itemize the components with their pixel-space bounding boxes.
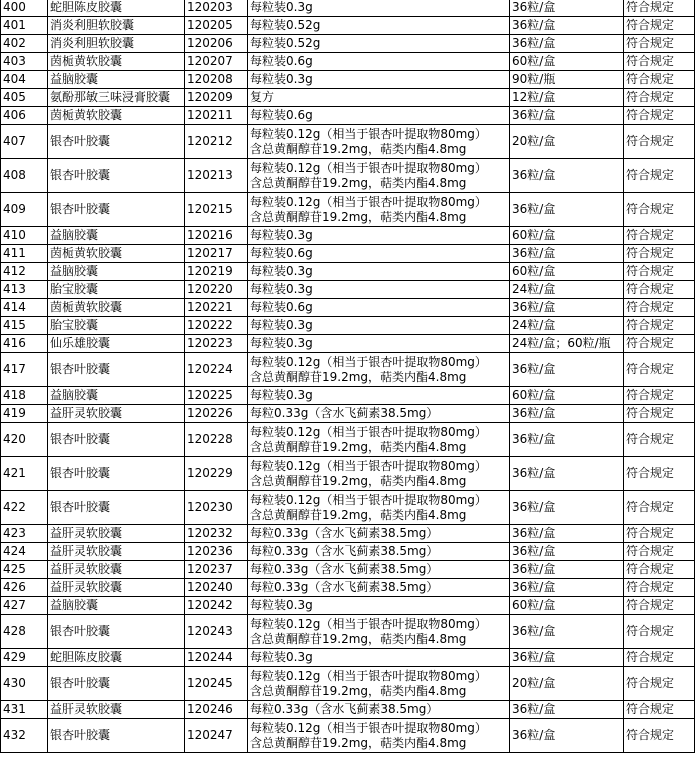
result-cell: 符合规定	[624, 597, 695, 615]
result-cell: 符合规定	[624, 579, 695, 597]
package-cell: 36粒/盒	[510, 35, 624, 53]
package-cell: 24粒/盒；60粒/瓶	[510, 335, 624, 353]
package-cell: 36粒/盒	[510, 245, 624, 263]
result-cell: 符合规定	[624, 525, 695, 543]
package-cell: 60粒/盒	[510, 263, 624, 281]
specification-cell: 每粒装0.3g	[248, 597, 510, 615]
result-cell: 符合规定	[624, 263, 695, 281]
row-number-cell: 427	[1, 597, 48, 615]
product-name-cell: 银杏叶胶囊	[48, 719, 185, 753]
result-cell: 符合规定	[624, 353, 695, 387]
table-row	[1, 457, 695, 491]
package-cell: 36粒/盒	[510, 0, 624, 17]
batch-code-cell: 120223	[185, 335, 248, 353]
table-row	[1, 35, 695, 53]
batch-code-cell: 120245	[185, 667, 248, 701]
product-name-cell: 银杏叶胶囊	[48, 667, 185, 701]
row-number-cell: 417	[1, 353, 48, 387]
batch-code-cell: 120219	[185, 263, 248, 281]
package-cell: 60粒/盒	[510, 53, 624, 71]
row-number-cell: 404	[1, 71, 48, 89]
table-row	[1, 387, 695, 405]
specification-cell: 每粒装0.6g	[248, 107, 510, 125]
product-name-cell: 茵栀黄软胶囊	[48, 107, 185, 125]
specification-cell: 每粒装0.3g	[248, 317, 510, 335]
result-cell: 符合规定	[624, 561, 695, 579]
specification-cell: 每粒0.33g（含水飞蓟素38.5mg）	[248, 561, 510, 579]
batch-code-cell: 120247	[185, 719, 248, 753]
table-row	[1, 353, 695, 387]
batch-code-cell: 120228	[185, 423, 248, 457]
result-cell: 符合规定	[624, 649, 695, 667]
result-cell: 符合规定	[624, 317, 695, 335]
result-cell: 符合规定	[624, 159, 695, 193]
table-row	[1, 317, 695, 335]
product-name-cell: 胎宝胶囊	[48, 281, 185, 299]
product-name-cell: 银杏叶胶囊	[48, 457, 185, 491]
result-cell: 符合规定	[624, 53, 695, 71]
result-cell: 符合规定	[624, 615, 695, 649]
row-number-cell: 421	[1, 457, 48, 491]
batch-code-cell: 120244	[185, 649, 248, 667]
product-name-cell: 益脑胶囊	[48, 597, 185, 615]
result-cell: 符合规定	[624, 17, 695, 35]
batch-code-cell: 120230	[185, 491, 248, 525]
package-cell: 36粒/盒	[510, 107, 624, 125]
batch-code-cell: 120226	[185, 405, 248, 423]
row-number-cell: 415	[1, 317, 48, 335]
product-name-cell: 益肝灵软胶囊	[48, 405, 185, 423]
specification-cell: 每粒装0.12g（相当于银杏叶提取物80mg） 含总黄酮醇苷19.2mg，萜类内酯4.8mg	[248, 667, 510, 701]
table-row	[1, 701, 695, 719]
batch-code-cell: 120224	[185, 353, 248, 387]
batch-code-cell: 120213	[185, 159, 248, 193]
row-number-cell: 410	[1, 227, 48, 245]
result-cell: 符合规定	[624, 107, 695, 125]
row-number-cell: 402	[1, 35, 48, 53]
row-number-cell: 429	[1, 649, 48, 667]
product-name-cell: 益脑胶囊	[48, 387, 185, 405]
table-row	[1, 193, 695, 227]
row-number-cell: 428	[1, 615, 48, 649]
product-name-cell: 胎宝胶囊	[48, 317, 185, 335]
row-number-cell: 405	[1, 89, 48, 107]
table-row	[1, 491, 695, 525]
specification-cell: 每粒装0.3g	[248, 71, 510, 89]
specification-cell: 每粒装0.12g（相当于银杏叶提取物80mg） 含总黄酮醇苷19.2mg，萜类内酯4.8mg	[248, 353, 510, 387]
specification-cell: 每粒装0.3g	[248, 387, 510, 405]
product-name-cell: 茵栀黄软胶囊	[48, 53, 185, 71]
specification-cell: 每粒装0.3g	[248, 263, 510, 281]
package-cell: 60粒/盒	[510, 387, 624, 405]
product-name-cell: 益脑胶囊	[48, 71, 185, 89]
specification-cell: 每粒装0.52g	[248, 35, 510, 53]
product-name-cell: 益脑胶囊	[48, 263, 185, 281]
row-number-cell: 425	[1, 561, 48, 579]
batch-code-cell: 120243	[185, 615, 248, 649]
table-row	[1, 263, 695, 281]
product-name-cell: 仙乐雄胶囊	[48, 335, 185, 353]
package-cell: 12粒/盒	[510, 89, 624, 107]
result-cell: 符合规定	[624, 701, 695, 719]
row-number-cell: 413	[1, 281, 48, 299]
row-number-cell: 426	[1, 579, 48, 597]
product-name-cell: 益肝灵软胶囊	[48, 543, 185, 561]
product-name-cell: 蛇胆陈皮胶囊	[48, 649, 185, 667]
batch-code-cell: 120217	[185, 245, 248, 263]
row-number-cell: 432	[1, 719, 48, 753]
specification-cell: 每粒装0.3g	[248, 335, 510, 353]
row-number-cell: 408	[1, 159, 48, 193]
batch-code-cell: 120225	[185, 387, 248, 405]
row-number-cell: 423	[1, 525, 48, 543]
table-row	[1, 335, 695, 353]
specification-cell: 每粒装0.12g（相当于银杏叶提取物80mg） 含总黄酮醇苷19.2mg，萜类内酯4.8mg	[248, 615, 510, 649]
row-number-cell: 401	[1, 17, 48, 35]
specification-cell: 每粒装0.52g	[248, 17, 510, 35]
batch-code-cell: 120215	[185, 193, 248, 227]
batch-code-cell: 120208	[185, 71, 248, 89]
table-row	[1, 719, 695, 753]
table-row	[1, 597, 695, 615]
batch-code-cell: 120237	[185, 561, 248, 579]
product-name-cell: 银杏叶胶囊	[48, 491, 185, 525]
package-cell: 24粒/盒	[510, 281, 624, 299]
table-row	[1, 543, 695, 561]
specification-cell: 每粒装0.12g（相当于银杏叶提取物80mg） 含总黄酮醇苷19.2mg，萜类内酯4.8mg	[248, 193, 510, 227]
specification-cell: 每粒0.33g（含水飞蓟素38.5mg）	[248, 543, 510, 561]
specification-cell: 每粒装0.3g	[248, 227, 510, 245]
batch-code-cell: 120232	[185, 525, 248, 543]
row-number-cell: 407	[1, 125, 48, 159]
table-row	[1, 0, 695, 17]
product-name-cell: 益肝灵软胶囊	[48, 561, 185, 579]
result-cell: 符合规定	[624, 491, 695, 525]
table-body	[1, 0, 695, 753]
product-name-cell: 消炎利胆软胶囊	[48, 35, 185, 53]
product-name-cell: 银杏叶胶囊	[48, 615, 185, 649]
package-cell: 24粒/盒	[510, 317, 624, 335]
specification-cell: 每粒装0.12g（相当于银杏叶提取物80mg） 含总黄酮醇苷19.2mg，萜类内酯4.8mg	[248, 719, 510, 753]
package-cell: 36粒/盒	[510, 525, 624, 543]
result-cell: 符合规定	[624, 125, 695, 159]
result-cell: 符合规定	[624, 457, 695, 491]
result-cell: 符合规定	[624, 89, 695, 107]
row-number-cell: 412	[1, 263, 48, 281]
table-row	[1, 125, 695, 159]
batch-code-cell: 120207	[185, 53, 248, 71]
package-cell: 36粒/盒	[510, 159, 624, 193]
result-cell: 符合规定	[624, 719, 695, 753]
package-cell: 36粒/盒	[510, 193, 624, 227]
table-row	[1, 53, 695, 71]
table-row	[1, 107, 695, 125]
product-name-cell: 益肝灵软胶囊	[48, 701, 185, 719]
row-number-cell: 430	[1, 667, 48, 701]
batch-code-cell: 120206	[185, 35, 248, 53]
batch-code-cell: 120221	[185, 299, 248, 317]
package-cell: 36粒/盒	[510, 649, 624, 667]
package-cell: 36粒/盒	[510, 353, 624, 387]
table-row	[1, 667, 695, 701]
product-name-cell: 消炎利胆软胶囊	[48, 17, 185, 35]
result-cell: 符合规定	[624, 387, 695, 405]
specification-cell: 每粒装0.6g	[248, 53, 510, 71]
package-cell: 36粒/盒	[510, 17, 624, 35]
specification-cell: 每粒0.33g（含水飞蓟素38.5mg）	[248, 579, 510, 597]
product-name-cell: 益脑胶囊	[48, 227, 185, 245]
result-cell: 符合规定	[624, 227, 695, 245]
specification-cell: 每粒装0.12g（相当于银杏叶提取物80mg） 含总黄酮醇苷19.2mg，萜类内酯4.8mg	[248, 125, 510, 159]
product-name-cell: 氨酚那敏三味浸膏胶囊	[48, 89, 185, 107]
product-name-cell: 银杏叶胶囊	[48, 125, 185, 159]
table-row	[1, 423, 695, 457]
batch-code-cell: 120222	[185, 317, 248, 335]
specification-cell: 每粒装0.12g（相当于银杏叶提取物80mg） 含总黄酮醇苷19.2mg，萜类内酯4.8mg	[248, 159, 510, 193]
result-cell: 符合规定	[624, 0, 695, 17]
batch-code-cell: 120203	[185, 0, 248, 17]
specification-cell: 每粒装0.3g	[248, 0, 510, 17]
table-row	[1, 649, 695, 667]
result-cell: 符合规定	[624, 281, 695, 299]
specification-cell: 复方	[248, 89, 510, 107]
specification-cell: 每粒装0.6g	[248, 245, 510, 263]
result-cell: 符合规定	[624, 245, 695, 263]
table-row	[1, 159, 695, 193]
table-row	[1, 405, 695, 423]
row-number-cell: 414	[1, 299, 48, 317]
row-number-cell: 406	[1, 107, 48, 125]
table-row	[1, 245, 695, 263]
result-cell: 符合规定	[624, 193, 695, 227]
product-name-cell: 益肝灵软胶囊	[48, 579, 185, 597]
package-cell: 36粒/盒	[510, 615, 624, 649]
specification-cell: 每粒0.33g（含水飞蓟素38.5mg）	[248, 701, 510, 719]
result-cell: 符合规定	[624, 71, 695, 89]
product-name-cell: 茵栀黄软胶囊	[48, 245, 185, 263]
package-cell: 36粒/盒	[510, 423, 624, 457]
product-name-cell: 银杏叶胶囊	[48, 193, 185, 227]
package-cell: 90粒/瓶	[510, 71, 624, 89]
package-cell: 36粒/盒	[510, 701, 624, 719]
product-name-cell: 蛇胆陈皮胶囊	[48, 0, 185, 17]
product-name-cell: 益肝灵软胶囊	[48, 525, 185, 543]
table-row	[1, 299, 695, 317]
batch-code-cell: 120220	[185, 281, 248, 299]
product-name-cell: 银杏叶胶囊	[48, 353, 185, 387]
batch-code-cell: 120205	[185, 17, 248, 35]
row-number-cell: 431	[1, 701, 48, 719]
batch-code-cell: 120240	[185, 579, 248, 597]
batch-code-cell: 120242	[185, 597, 248, 615]
specification-cell: 每粒装0.3g	[248, 281, 510, 299]
batch-code-cell: 120216	[185, 227, 248, 245]
table-row	[1, 281, 695, 299]
result-cell: 符合规定	[624, 667, 695, 701]
specification-cell: 每粒装0.3g	[248, 649, 510, 667]
package-cell: 60粒/盒	[510, 227, 624, 245]
row-number-cell: 403	[1, 53, 48, 71]
table-row	[1, 17, 695, 35]
result-cell: 符合规定	[624, 335, 695, 353]
package-cell: 60粒/盒	[510, 597, 624, 615]
row-number-cell: 418	[1, 387, 48, 405]
row-number-cell: 400	[1, 0, 48, 17]
table-row	[1, 227, 695, 245]
result-cell: 符合规定	[624, 423, 695, 457]
package-cell: 36粒/盒	[510, 299, 624, 317]
result-cell: 符合规定	[624, 35, 695, 53]
table-row	[1, 561, 695, 579]
specification-cell: 每粒装0.12g（相当于银杏叶提取物80mg） 含总黄酮醇苷19.2mg，萜类内酯4.8mg	[248, 423, 510, 457]
row-number-cell: 416	[1, 335, 48, 353]
batch-code-cell: 120209	[185, 89, 248, 107]
specification-cell: 每粒装0.12g（相当于银杏叶提取物80mg） 含总黄酮醇苷19.2mg，萜类内酯4.8mg	[248, 491, 510, 525]
row-number-cell: 409	[1, 193, 48, 227]
result-cell: 符合规定	[624, 543, 695, 561]
table-row	[1, 615, 695, 649]
package-cell: 36粒/盒	[510, 405, 624, 423]
batch-code-cell: 120211	[185, 107, 248, 125]
row-number-cell: 424	[1, 543, 48, 561]
package-cell: 36粒/盒	[510, 491, 624, 525]
package-cell: 36粒/盒	[510, 543, 624, 561]
row-number-cell: 419	[1, 405, 48, 423]
row-number-cell: 411	[1, 245, 48, 263]
package-cell: 36粒/盒	[510, 457, 624, 491]
specification-cell: 每粒装0.12g（相当于银杏叶提取物80mg） 含总黄酮醇苷19.2mg，萜类内酯4.8mg	[248, 457, 510, 491]
batch-code-cell: 120229	[185, 457, 248, 491]
package-cell: 36粒/盒	[510, 719, 624, 753]
product-name-cell: 银杏叶胶囊	[48, 159, 185, 193]
result-cell: 符合规定	[624, 405, 695, 423]
batch-code-cell: 120212	[185, 125, 248, 159]
table-row	[1, 579, 695, 597]
batch-code-cell: 120246	[185, 701, 248, 719]
table-row	[1, 89, 695, 107]
row-number-cell: 422	[1, 491, 48, 525]
package-cell: 20粒/盒	[510, 667, 624, 701]
specification-cell: 每粒0.33g（含水飞蓟素38.5mg）	[248, 525, 510, 543]
table-row	[1, 525, 695, 543]
product-name-cell: 茵栀黄软胶囊	[48, 299, 185, 317]
product-name-cell: 银杏叶胶囊	[48, 423, 185, 457]
result-cell: 符合规定	[624, 299, 695, 317]
row-number-cell: 420	[1, 423, 48, 457]
table-row	[1, 71, 695, 89]
package-cell: 36粒/盒	[510, 579, 624, 597]
batch-code-cell: 120236	[185, 543, 248, 561]
specification-cell: 每粒装0.6g	[248, 299, 510, 317]
specification-cell: 每粒0.33g（含水飞蓟素38.5mg）	[248, 405, 510, 423]
package-cell: 36粒/盒	[510, 561, 624, 579]
package-cell: 20粒/盒	[510, 125, 624, 159]
